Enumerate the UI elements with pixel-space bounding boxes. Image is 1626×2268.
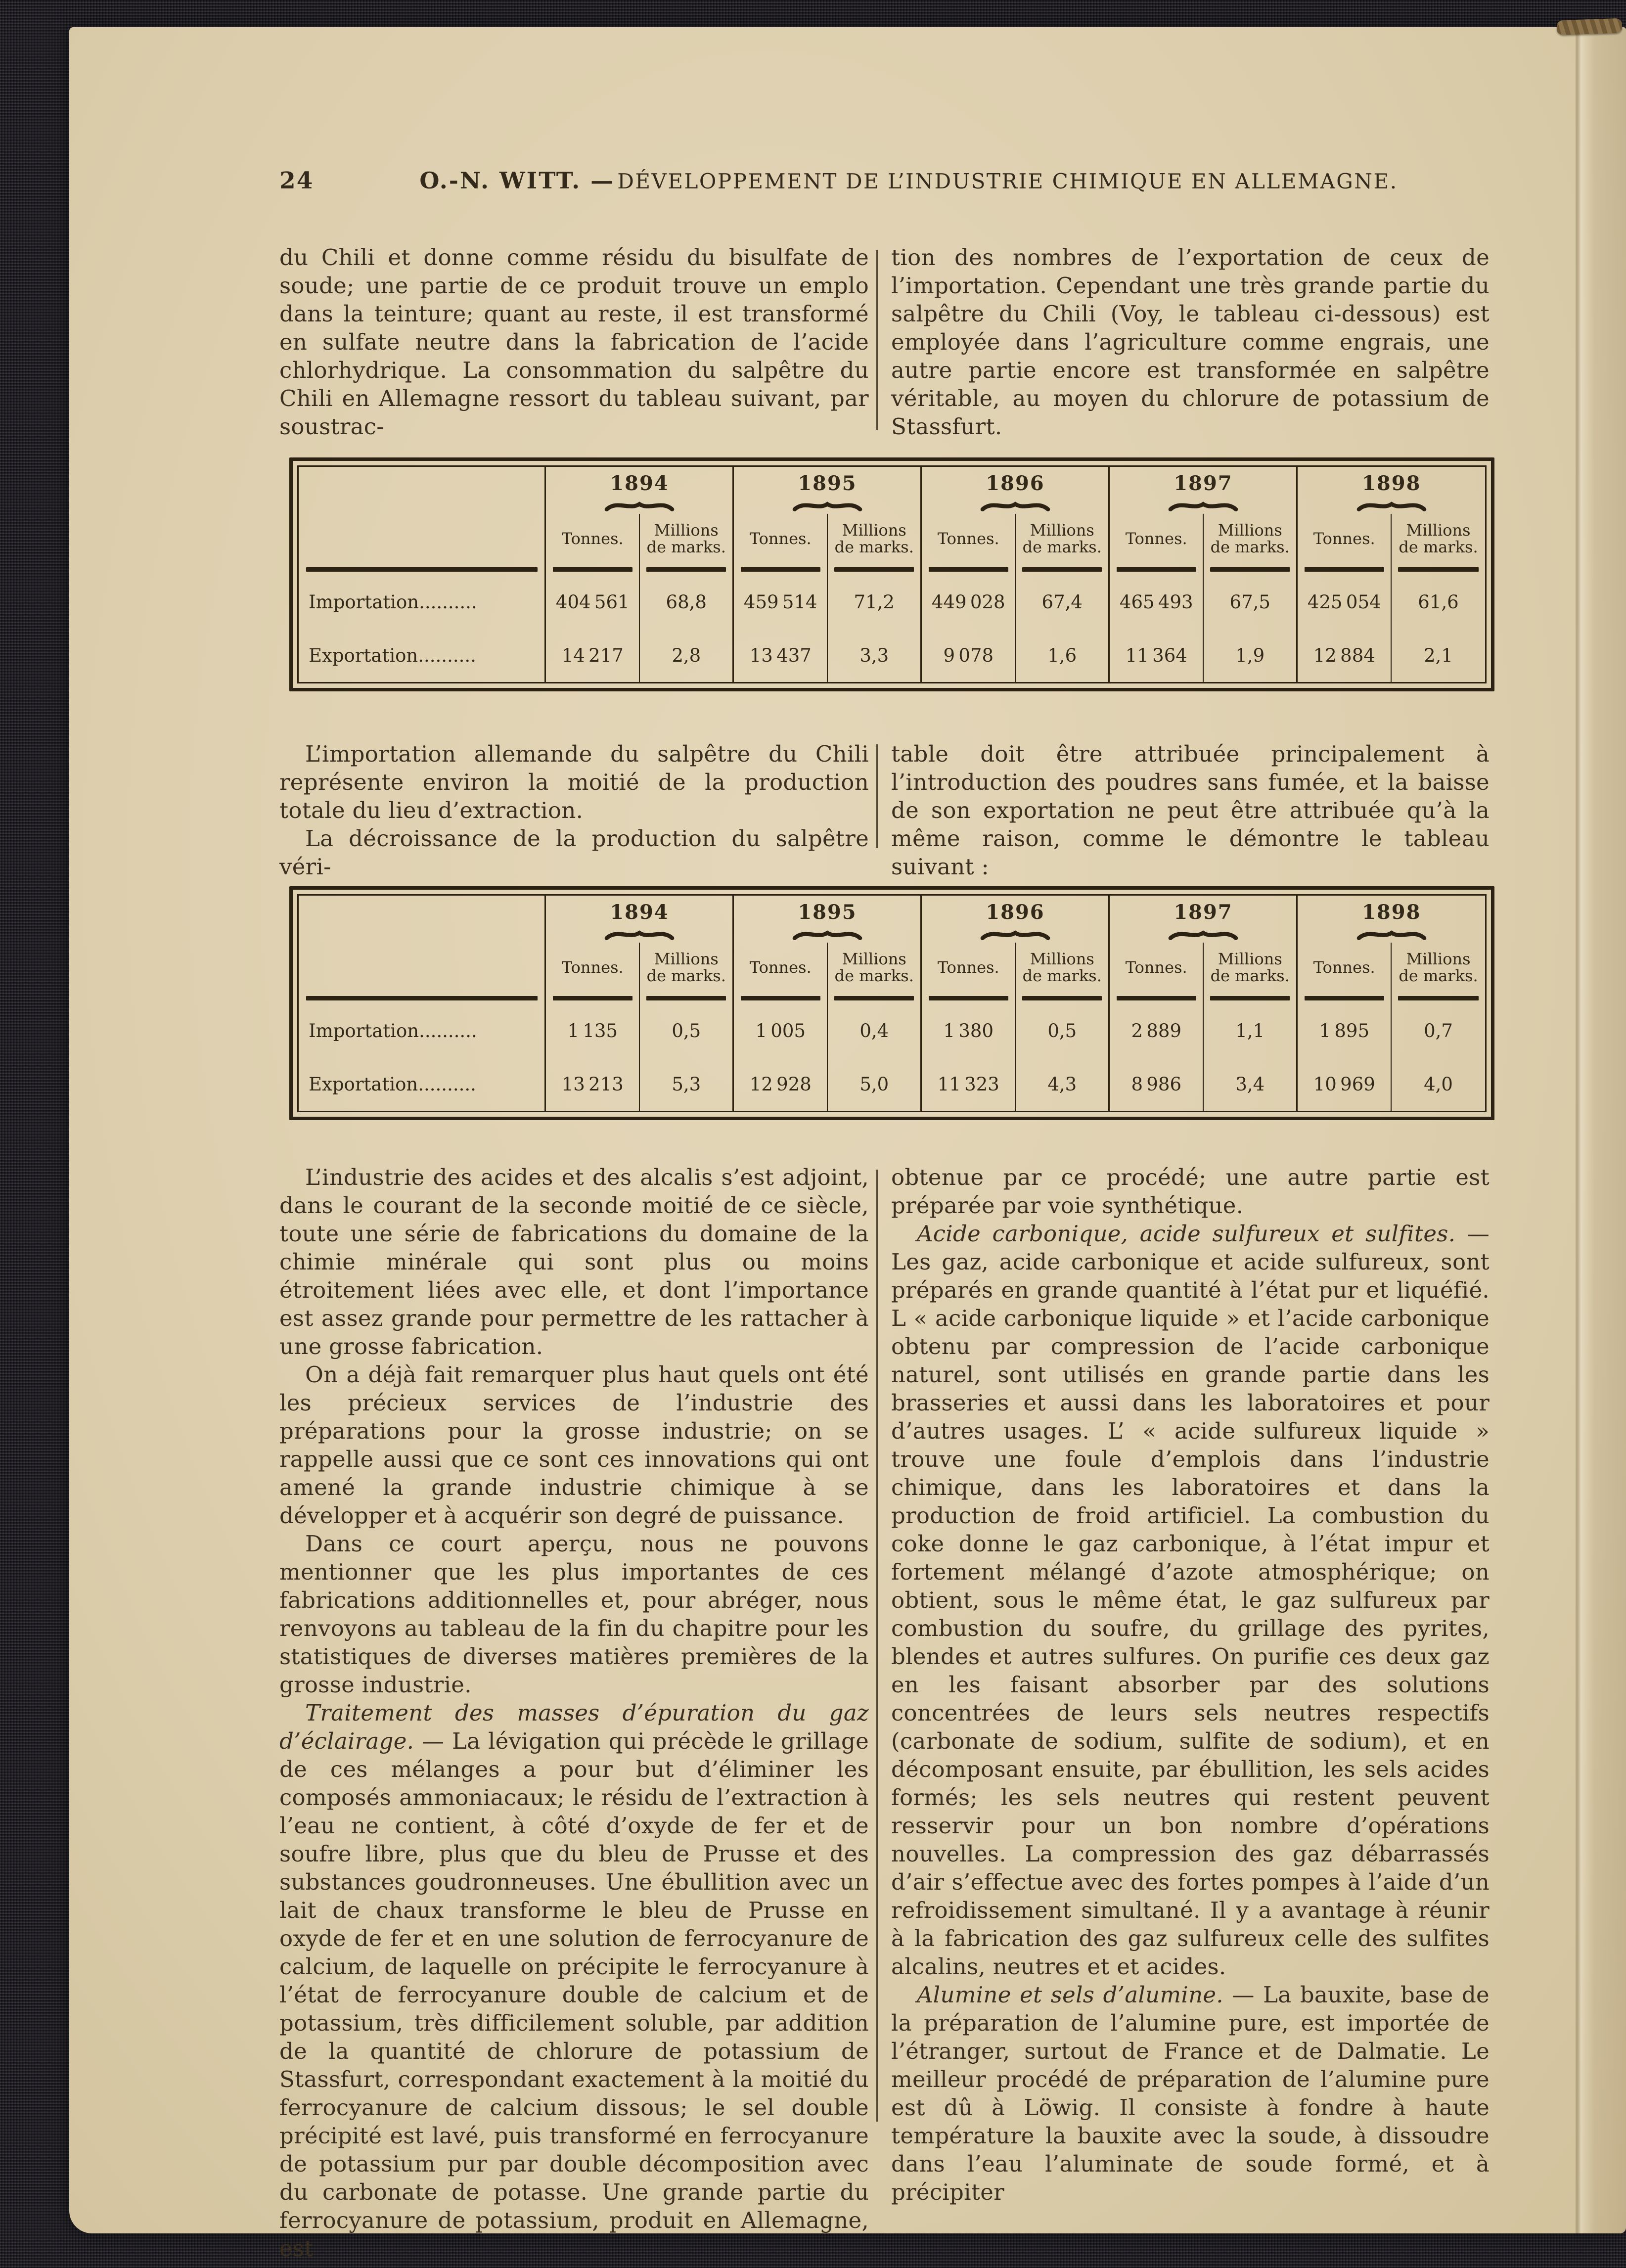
intro-right-column: [891, 243, 1490, 441]
cell-value: 0,5: [639, 1004, 733, 1057]
col-header-tonnes: Tonnes.: [733, 514, 827, 563]
year-header: 1894: [545, 896, 733, 943]
middle-left-column: [279, 740, 869, 881]
paragraph: obtenue par ce procédé; une autre partie est préparée par voie synthétique.: [891, 1164, 1490, 1219]
col-header-tonnes: Tonnes.: [1109, 514, 1203, 563]
table-consommation-salpetre: [289, 457, 1494, 691]
cell-value: 1 380: [921, 1004, 1015, 1057]
cell-value: 465 493: [1109, 575, 1203, 629]
cell-value: 13 213: [545, 1057, 639, 1111]
cell-value: 1,9: [1203, 629, 1297, 682]
paragraph: La décroissance de la production du salpêtre véri-: [279, 825, 869, 880]
col-header-tonnes: Tonnes.: [733, 943, 827, 992]
cell-value: 2,8: [639, 629, 733, 682]
brace-icon: [590, 929, 689, 942]
brace-icon: [778, 500, 877, 513]
author-name: O.-N. WITT. —: [419, 167, 615, 194]
brace-icon: [590, 500, 689, 513]
col-header-millions: Millions de marks.: [827, 514, 921, 563]
col-header-millions: Millions de marks.: [1015, 514, 1109, 563]
cell-value: 13 437: [733, 629, 827, 682]
cell-value: 61,6: [1391, 575, 1485, 629]
paragraph: table doit être attribuée principalement à l’introduction des poudres sans fumée, et la baisse de son exportation ne peut être attribuée qu’à la même raison, comme le démontre le tableau suivant :: [891, 741, 1490, 880]
brace-icon: [1154, 500, 1253, 513]
year-header: 1897: [1109, 896, 1297, 943]
col-header-tonnes: Tonnes.: [921, 514, 1015, 563]
cell-value: 8 986: [1109, 1057, 1203, 1111]
cell-value: 3,4: [1203, 1057, 1297, 1111]
cell-value: 9 078: [921, 629, 1015, 682]
cell-value: 0,5: [1015, 1004, 1109, 1057]
year-header: 1898: [1297, 467, 1485, 514]
col-header-tonnes: Tonnes.: [545, 943, 639, 992]
cell-value: 459 514: [733, 575, 827, 629]
table-row-exportation: [299, 629, 1485, 682]
column-divider: [876, 1170, 878, 2122]
col-header-millions: Millions de marks.: [827, 943, 921, 992]
year-header: 1895: [733, 467, 921, 514]
brace-icon: [966, 929, 1065, 942]
chapter-title: DÉVELOPPEMENT DE L’INDUSTRIE CHIMIQUE EN ALLEMAGNE.: [617, 169, 1398, 193]
col-header-millions: Millions de marks.: [1203, 514, 1297, 563]
year-header: 1895: [733, 896, 921, 943]
paragraph: tion des nombres de l’exportation de ceux de l’importation. Cependant une très grande partie du salpêtre du Chili (Voy, le tableau ci-dessous) est employée dans l’agriculture comme engrais, une autre partie encore est transformée en salpêtre véritable, au moyen du chlorure de potassium de Stassfurt.: [891, 244, 1490, 440]
row-label: Exportation..........: [309, 644, 476, 666]
table-salpetre-veritable: [289, 886, 1494, 1120]
middle-right-column: [891, 740, 1490, 881]
intro-left-column: [279, 243, 869, 441]
cell-value: 11 364: [1109, 629, 1203, 682]
col-header-tonnes: Tonnes.: [1109, 943, 1203, 992]
empty-header-cell: [299, 896, 545, 992]
cell-value: 404 561: [545, 575, 639, 629]
cell-value: 2 889: [1109, 1004, 1203, 1057]
paragraph: On a déjà fait remarquer plus haut quels ont été les précieux services de l’industrie des préparations pour la grosse industrie; on se rappelle aussi que ce sont ces innovations qui ont amené la grande industrie chimique à se développer et à acquérir son degré de puissance.: [279, 1361, 869, 1529]
col-header-millions: Millions de marks.: [1203, 943, 1297, 992]
cell-value: 4,0: [1391, 1057, 1485, 1111]
paragraph: L’importation allemande du salpêtre du Chili représente environ la moitié de la production totale du lieu d’extraction.: [279, 741, 869, 823]
paragraph: L’industrie des acides et des alcalis s’est adjoint, dans le courant de la seconde moitié de ce siècle, toute une série de fabrications du domaine de la chimie minérale qui sont plus ou moins étroitement liées avec elle, et dont l’importance est assez grande pour permettre de les rattacher à une grosse fabrication.: [279, 1164, 869, 1360]
col-header-tonnes: Tonnes.: [1297, 514, 1391, 563]
body-left-column: [279, 1163, 869, 2263]
col-header-tonnes: Tonnes.: [545, 514, 639, 563]
cell-value: 5,0: [827, 1057, 921, 1111]
cell-value: 12 928: [733, 1057, 827, 1111]
cell-value: 67,5: [1203, 575, 1297, 629]
brace-icon: [1154, 929, 1253, 942]
cell-value: 0,7: [1391, 1004, 1485, 1057]
table-row: [299, 467, 1485, 514]
col-header-millions: Millions de marks.: [1391, 943, 1485, 992]
row-label: Exportation..........: [309, 1073, 476, 1095]
year-header: 1894: [545, 467, 733, 514]
year-header: 1898: [1297, 896, 1485, 943]
cell-value: 3,3: [827, 629, 921, 682]
paragraph: Dans ce court aperçu, nous ne pouvons mentionner que les plus importantes de ces fabrications additionnelles et, pour abréger, nous renvoyons au tableau de la fin du chapitre pour les statistiques de diverses matières premières de la grosse industrie.: [279, 1531, 869, 1698]
cell-value: 68,8: [639, 575, 733, 629]
cell-value: 1,6: [1015, 629, 1109, 682]
brace-icon: [966, 500, 1065, 513]
table-row-importation: [299, 575, 1485, 629]
col-header-millions: Millions de marks.: [639, 514, 733, 563]
col-header-millions: Millions de marks.: [639, 943, 733, 992]
table-row-exportation: [299, 1057, 1485, 1111]
table-rule-row: [299, 992, 1485, 1004]
year-header: 1896: [921, 467, 1109, 514]
cell-value: 71,2: [827, 575, 921, 629]
cell-value: 5,3: [639, 1057, 733, 1111]
cell-value: 1 005: [733, 1004, 827, 1057]
paragraph: du Chili et donne comme résidu du bisulfate de soude; une partie de ce produit trouve un emplo dans la teinture; quant au reste, il est transformé en sulfate neutre dans la fabrication de l’acide chlorhydrique. La consommation du salpêtre du Chili en Allemagne ressort du tableau suivant, par soustrac-: [279, 244, 869, 440]
cell-value: 12 884: [1297, 629, 1391, 682]
body-right-column: [891, 1163, 1490, 2206]
row-label: Importation..........: [309, 591, 477, 613]
paragraph: Alumine et sels d’alumine. — La bauxite, base de la préparation de l’alumine pure, est importée de l’étranger, surtout de France et de Dalmatie. Le meilleur procédé de préparation de l’alumine pure est dû à Löwig. Il consiste à fondre à haute température la bauxite avec la soude, à dissoudre dans l’eau l’aluminate de soude formé, et à précipiter: [891, 1982, 1490, 2205]
page-number: 24: [279, 167, 314, 194]
col-header-tonnes: Tonnes.: [921, 943, 1015, 992]
column-divider: [876, 250, 878, 430]
cell-value: 10 969: [1297, 1057, 1391, 1111]
page-title: [339, 167, 1479, 194]
year-header: 1897: [1109, 467, 1297, 514]
year-header: 1896: [921, 896, 1109, 943]
col-header-tonnes: Tonnes.: [1297, 943, 1391, 992]
table-rule-row: [299, 563, 1485, 575]
col-header-millions: Millions de marks.: [1015, 943, 1109, 992]
column-divider: [876, 744, 878, 848]
cell-value: 1 895: [1297, 1004, 1391, 1057]
cell-value: 11 323: [921, 1057, 1015, 1111]
table-row: [299, 896, 1485, 943]
cell-value: 1 135: [545, 1004, 639, 1057]
cell-value: 4,3: [1015, 1057, 1109, 1111]
brace-icon: [778, 929, 877, 942]
cell-value: 2,1: [1391, 629, 1485, 682]
cell-value: 14 217: [545, 629, 639, 682]
paragraph: Traitement des masses d’épuration du gaz d’éclairage. — La lévigation qui précède le grillage de ces mélanges a pour but d’éliminer les composés ammoniacaux; le résidu de l’extraction à l’eau ne contient, à côté d’oxyde de fer et de soufre libre, plus que du bleu de Prusse et des substances goudronneuses. Une ébullition avec un lait de chaux transforme le bleu de Prusse en oxyde de fer et en une solution de ferrocyanure de calcium, de laquelle on précipite le ferrocyanure à l’état de ferrocyanure double de calcium et de potassium, très difficilement soluble, par addition de la quantité de chlorure de potassium de Stassfurt, correspondant exactement à la moitié du ferrocyanure de calcium dissous; le sel double précipité est lavé, puis transformé en ferrocyanure de potassium pur par double décomposition avec du carbonate de potasse. Une grande partie du ferrocyanure de potassium, produit en Allemagne, est: [279, 1700, 869, 2262]
running-head: [279, 167, 1479, 194]
empty-header-cell: [299, 467, 545, 563]
col-header-millions: Millions de marks.: [1391, 514, 1485, 563]
cell-value: 425 054: [1297, 575, 1391, 629]
brace-icon: [1342, 929, 1441, 942]
cell-value: 449 028: [921, 575, 1015, 629]
paragraph: Acide carbonique, acide sulfureux et sulfites. — Les gaz, acide carbonique et acide sulfureux, sont préparés en grande quantité à l’état pur et liquéfié. L « acide carbonique liquide » et l’acide carbonique obtenu par compression de l’acide carbonique naturel, sont utilisés en grande partie dans les brasseries et aussi dans les laboratoires et pour d’autres usages. L’ « acide sulfureux liquide » trouve une foule d’emplois dans l’industrie chimique, dans les laboratoires et dans la production de froid artificiel. La combustion du coke donne le gaz carbonique, à l’état impur et fortement mélangé d’azote atmosphérique; on obtient, sous le même état, le gaz sulfureux par combustion du soufre, du grillage des pyrites, blendes et autres sulfures. On purifie ces deux gaz en les faisant absorber par des solutions concentrées de leurs sels neutres respectifs (carbonate de sodium, sulfite de sodium), et en décomposant ensuite, par ébullition, les sels acides formés; les sels neutres qui restent peuvent resservir pour un bon nombre d’opérations nouvelles. La compression des gaz débarrassés d’air s’effectue avec des fortes pompes à l’aide d’un refroidissement simultané. Il y a avantage à réunir à la fabrication des gaz sulfureux celle des sulfites alcalins, neutres et et acides.: [891, 1221, 1490, 1980]
brace-icon: [1342, 500, 1441, 513]
cell-value: 67,4: [1015, 575, 1109, 629]
row-label: Importation..........: [309, 1020, 477, 1042]
table-row-importation: [299, 1004, 1485, 1057]
cell-value: 1,1: [1203, 1004, 1297, 1057]
cell-value: 0,4: [827, 1004, 921, 1057]
